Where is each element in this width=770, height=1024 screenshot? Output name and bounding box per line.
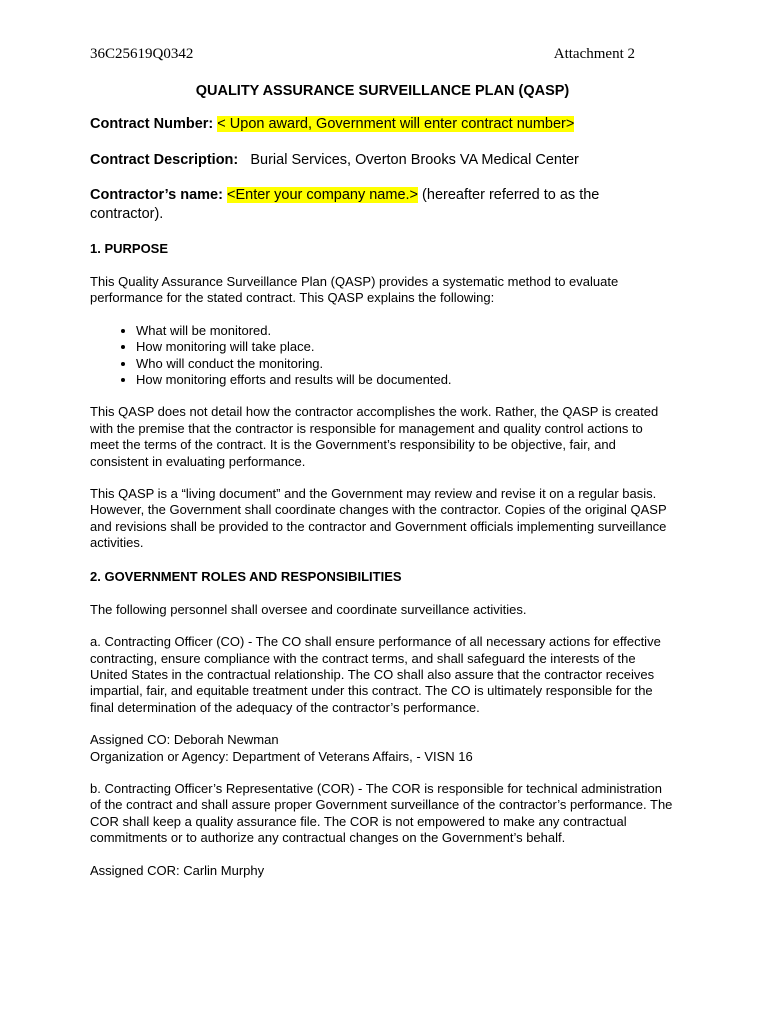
organization-agency: Organization or Agency: Department of Veterans Affairs, - VISN 16: [90, 748, 473, 764]
cor-paragraph: b. Contracting Officer’s Representative (COR) - The COR is responsible for technical administration of the contract and shall assure proper Government surveillance of the contractor’s performance. The COR shall keep a quality assurance file. The COR is not empowered to make any contractual commitments or to authorize any contractual changes on the Government’s behalf.: [90, 780, 673, 846]
contract-number-field: [90, 115, 675, 134]
purpose-heading: 1. PURPOSE: [90, 241, 169, 256]
roles-heading: 2. GOVERNMENT ROLES AND RESPONSIBILITIES: [90, 568, 402, 584]
assigned-cor: Assigned COR: Carlin Murphy: [90, 862, 265, 878]
assigned-co-block: [90, 732, 675, 765]
page-header: [90, 46, 635, 63]
attachment-label: Attachment 2: [553, 46, 635, 62]
document-title: QUALITY ASSURANCE SURVEILLANCE PLAN (QASP): [195, 83, 570, 99]
purpose-bullet-list: [90, 323, 675, 389]
purpose-paragraph-2: This QASP does not detail how the contractor accomplishes the work. Rather, the QASP is created with the premise that the contractor is responsible for management and quality control actions to meet the terms of the contract. It is the Government’s responsibility to be objective, fair, and consistent in evaluating performance.: [90, 404, 659, 469]
contractor-name-label: Contractor’s name:: [90, 187, 223, 203]
list-item: • What will be monitored.: [136, 323, 675, 339]
contract-number-value: < Upon award, Government will enter contract number>: [217, 116, 575, 132]
roles-intro: The following personnel shall oversee and coordinate surveillance activities.: [90, 601, 527, 617]
solicitation-number: 36C25619Q0342: [90, 46, 194, 62]
list-item: • How monitoring efforts and results will be documented.: [136, 372, 675, 388]
contract-description-label: Contract Description:: [90, 152, 239, 168]
co-paragraph: a. Contracting Officer (CO) - The CO shall ensure performance of all necessary actions for effective contracting, ensure compliance with the contract terms, and shall safeguard the interests of the United States in the contractual relationship. The CO shall also assure that the contractor receives impartial, fair, and equitable treatment under this contract. The CO is ultimately responsible for the final determination of the adequacy of the contractor’s performance.: [90, 634, 661, 715]
list-item: • Who will conduct the monitoring.: [136, 356, 675, 372]
contract-description-value: Burial Services, Overton Brooks VA Medical Center: [250, 152, 579, 168]
list-item: • How monitoring will take place.: [136, 339, 675, 355]
assigned-co: Assigned CO: Deborah Newman: [90, 732, 279, 748]
purpose-intro: This Quality Assurance Surveillance Plan (QASP) provides a systematic method to evaluate performance for the stated contract. This QASP explains the following:: [90, 274, 619, 306]
contract-description-field: [90, 151, 675, 170]
contract-number-label: Contract Number:: [90, 116, 214, 132]
contractor-name-field: [90, 186, 675, 224]
document-body: [90, 80, 675, 879]
purpose-paragraph-3: This QASP is a “living document” and the Government may review and revise it on a regular basis. However, the Government shall coordinate changes with the contractor. Copies of the original QASP and revisions shall be provided to the contractor and Government officials implementing surveillance activities.: [90, 486, 667, 551]
contractor-name-suffix: (hereafter referred to as the contractor).: [90, 187, 600, 222]
contractor-name-value: <Enter your company name.>: [226, 187, 419, 203]
